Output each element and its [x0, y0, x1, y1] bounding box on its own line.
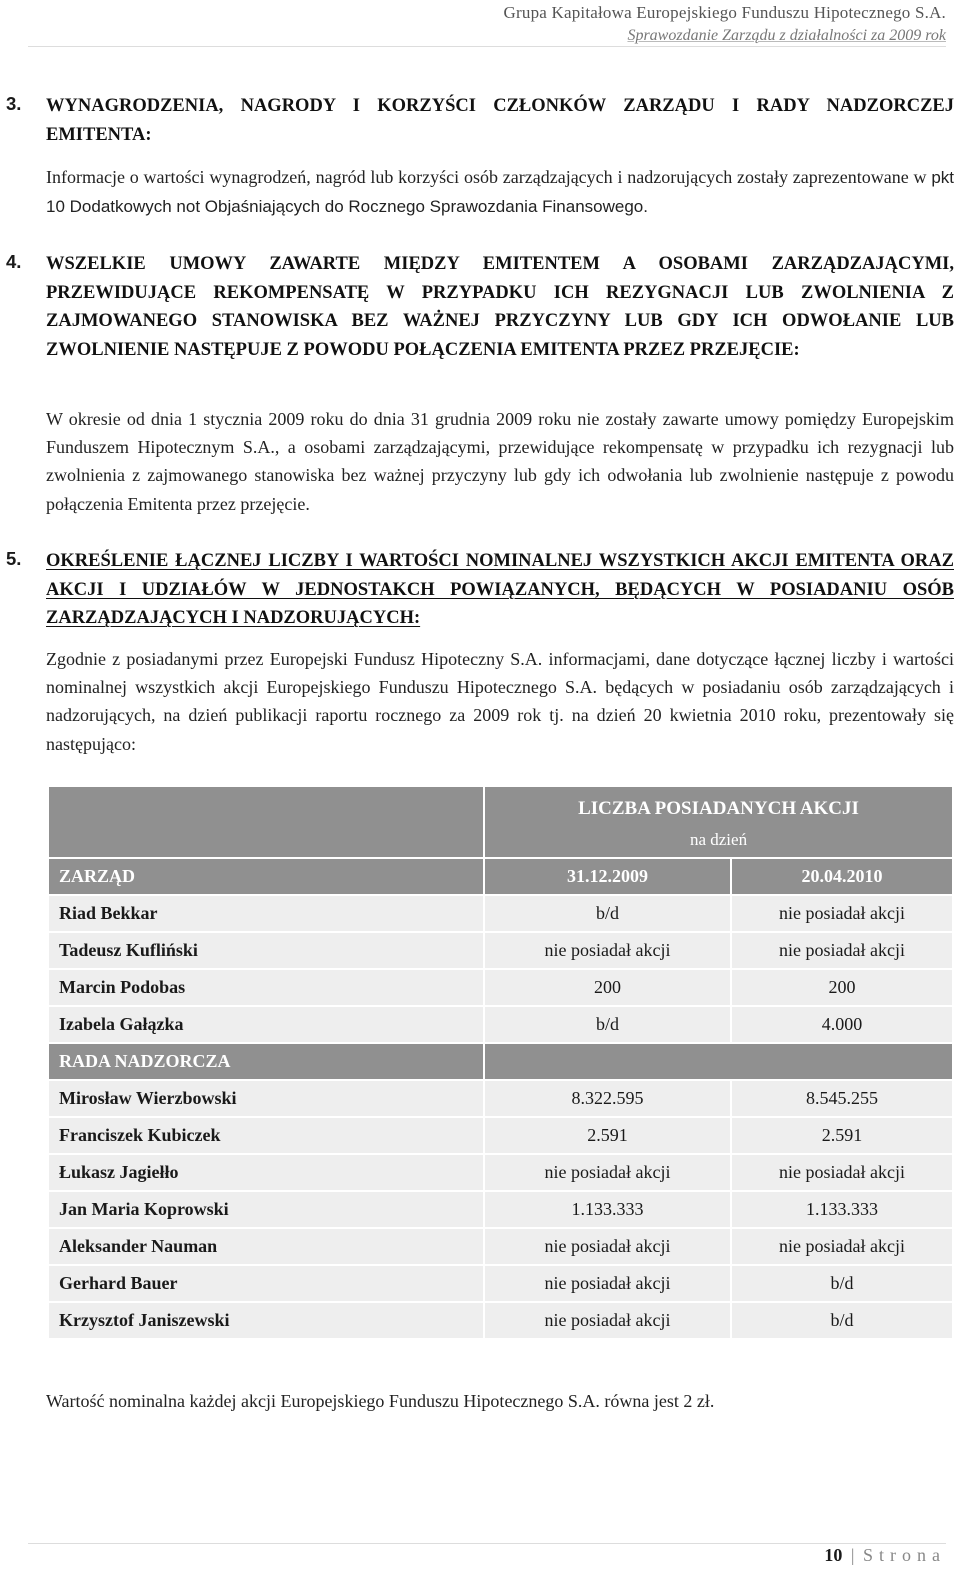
person-name: Jan Maria Koprowski — [48, 1191, 484, 1228]
footer-divider — [28, 1543, 946, 1544]
shares-value-1: nie posiadał akcji — [484, 1154, 731, 1191]
table-row — [48, 895, 953, 932]
table-row — [48, 1191, 953, 1228]
table-header-empty — [48, 786, 484, 858]
table-header-title — [484, 786, 953, 858]
shares-value-2: 200 — [731, 969, 953, 1006]
group-label-supervisory: RADA NADZORCZA — [48, 1043, 484, 1080]
page-label: Strona — [863, 1545, 946, 1565]
group-label-board: ZARZĄD — [48, 858, 484, 895]
shares-value-1: b/d — [484, 895, 731, 932]
person-name: Mirosław Wierzbowski — [48, 1080, 484, 1117]
nominal-value-note: Wartość nominalna każdej akcji Europejskiego Funduszu Hipotecznego S.A. równa jest 2 zł. — [46, 1391, 715, 1411]
shares-value-2: nie posiadał akcji — [731, 895, 953, 932]
table-row — [48, 1006, 953, 1043]
footer-separator: | — [850, 1545, 855, 1565]
shares-value-2: 4.000 — [731, 1006, 953, 1043]
person-name: Aleksander Nauman — [48, 1228, 484, 1265]
page-number: 10 — [824, 1545, 843, 1565]
section-number: 3. — [6, 93, 22, 114]
table-group-row-supervisory — [48, 1043, 953, 1080]
shares-value-2: 8.545.255 — [731, 1080, 953, 1117]
section-number: 5. — [6, 548, 22, 569]
shares-value-2: nie posiadał akcji — [731, 932, 953, 969]
table-row — [48, 969, 953, 1006]
person-name: Franciszek Kubiczek — [48, 1117, 484, 1154]
person-name: Izabela Gałązka — [48, 1006, 484, 1043]
table-title: LICZBA POSIADANYCH AKCJI — [578, 798, 859, 819]
person-name: Łukasz Jagiełło — [48, 1154, 484, 1191]
table-header-row — [48, 786, 953, 858]
page-header — [504, 0, 946, 45]
shares-value-1: nie posiadał akcji — [484, 932, 731, 969]
person-name: Riad Bekkar — [48, 895, 484, 932]
person-name: Gerhard Bauer — [48, 1265, 484, 1302]
table-group-row-board — [48, 858, 953, 895]
table-row — [48, 1302, 953, 1339]
shares-value-2: nie posiadał akcji — [731, 1228, 953, 1265]
section-text: Zgodnie z posiadanymi przez Europejski Fundusz Hipoteczny S.A. informacjami, dane dotyczące łącznej liczby i wartości nominalnej wszystkich akcji Europejskiego Funduszu Hipotecznego S.A. będących w posiadaniu osób zarządzających i nadzorujących, na dzień publikacji raportu rocznego za 2009 rok tj. na dzień 20 kwietnia 2010 roku, prezentowały się następująco: — [46, 649, 954, 754]
shares-value-2: nie posiadał akcji — [731, 1154, 953, 1191]
section-text-reference: pkt 10 Dodatkowych not Objaśniających do Rocznego Sprawozdania Finansowego. — [46, 168, 954, 217]
section-title: WYNAGRODZENIA, NAGRODY I KORZYŚCI CZŁONKÓW ZARZĄDU I RADY NADZORCZEJ EMITENTA: — [46, 96, 954, 145]
shares-value-1: 200 — [484, 969, 731, 1006]
table-row — [48, 1265, 953, 1302]
shares-value-2: b/d — [731, 1302, 953, 1339]
shares-value-1: nie posiadał akcji — [484, 1302, 731, 1339]
header-report-title: Sprawozdanie Zarządu z działalności za 2009 rok — [627, 27, 946, 44]
person-name: Marcin Podobas — [48, 969, 484, 1006]
person-name: Krzysztof Janiszewski — [48, 1302, 484, 1339]
section-text: W okresie od dnia 1 stycznia 2009 roku do dnia 31 grudnia 2009 roku nie zostały zawarte umowy pomiędzy Europejskim Funduszem Hipotecznym S.A., a osobami zarządzającymi, przewidujące rekompensatę w przypadku ich rezygnacji lub zwolnienia z zajmowanego stanowiska bez ważnej przyczyny lub gdy ich odwołania lub zwolnienie następuje z powodu połączenia Emitenta przez przejęcie. — [46, 409, 954, 514]
table-row — [48, 1117, 953, 1154]
group-row-empty — [484, 1043, 953, 1080]
section-text-part: Informacje o wartości wynagrodzeń, nagród lub korzyści osób zarządzających i nadzorujących zostały zaprezentowane w — [46, 167, 932, 187]
person-name: Tadeusz Kufliński — [48, 932, 484, 969]
shares-value-1: 2.591 — [484, 1117, 731, 1154]
shares-value-2: b/d — [731, 1265, 953, 1302]
shares-table — [47, 785, 954, 1340]
section-text — [46, 163, 954, 221]
table-row — [48, 1228, 953, 1265]
header-divider — [28, 46, 946, 47]
table-row — [48, 1154, 953, 1191]
table-row — [48, 932, 953, 969]
shares-value-1: nie posiadał akcji — [484, 1265, 731, 1302]
table-subtitle: na dzień — [689, 830, 748, 849]
section-title: WSZELKIE UMOWY ZAWARTE MIĘDZY EMITENTEM A OSOBAMI ZARZĄDZAJĄCYMI, PRZEWIDUJĄCE REKOMPENSATĘ W PRZYPADKU ICH REZYGNACJI LUB ZWOLNIENIA Z ZAJMOWANEGO STANOWISKA BEZ WAŻNEJ PRZYCZYNY LUB GDY ICH ODWOŁANIE LUB ZWOLNIENIE NASTĘPUJE Z POWODU POŁĄCZENIA EMITENTA PRZEZ PRZEJĘCIE: — [46, 254, 954, 360]
section-number: 4. — [6, 251, 22, 272]
shares-value-1: b/d — [484, 1006, 731, 1043]
shares-value-2: 1.133.333 — [731, 1191, 953, 1228]
page-footer — [824, 1545, 946, 1566]
shares-value-1: 8.322.595 — [484, 1080, 731, 1117]
section-title: OKREŚLENIE ŁĄCZNEJ LICZBY I WARTOŚCI NOMINALNEJ WSZYSTKICH AKCJI EMITENTA ORAZ AKCJI I UDZIAŁÓW W JEDNOSTAKCH POWIĄZANYCH, BĘDĄCYCH W POSIADANIU OSÓB ZARZĄDZAJĄCYCH I NADZORUJĄCYCH: — [46, 551, 954, 628]
shares-value-2: 2.591 — [731, 1117, 953, 1154]
header-company: Grupa Kapitałowa Europejskiego Funduszu Hipotecznego S.A. — [503, 3, 946, 22]
column-header-date-1: 31.12.2009 — [484, 858, 731, 895]
shares-value-1: 1.133.333 — [484, 1191, 731, 1228]
table-row — [48, 1080, 953, 1117]
shares-value-1: nie posiadał akcji — [484, 1228, 731, 1265]
column-header-date-2: 20.04.2010 — [731, 858, 953, 895]
